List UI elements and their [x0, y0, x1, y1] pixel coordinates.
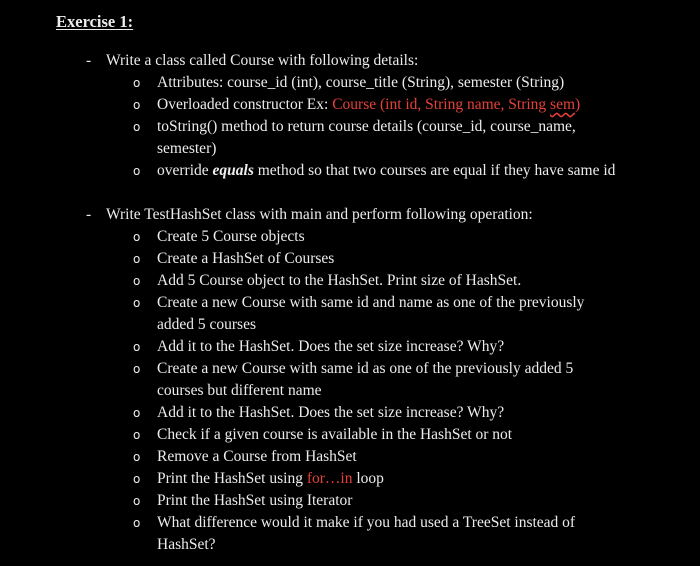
print-suffix: loop — [352, 470, 384, 487]
list-item-text: Create a new Course with same id and name as one of the previously — [157, 294, 585, 311]
bullet-icon: o — [133, 494, 141, 508]
list-item-text: Create 5 Course objects — [157, 228, 305, 245]
list-item-text: Remove a Course from HashSet — [157, 448, 357, 465]
bullet-icon: o — [133, 340, 141, 354]
bullet-icon: o — [133, 164, 141, 178]
list-item-text-continued: semester) — [157, 140, 217, 157]
list-item-text-continued: added 5 courses — [157, 316, 256, 333]
equals-keyword: equals — [212, 162, 254, 179]
section-dash: - — [86, 206, 92, 223]
section-dash: - — [86, 52, 92, 69]
bullet-icon: o — [133, 252, 141, 266]
bullet-icon: o — [133, 296, 141, 310]
print-prefix: Print the HashSet using — [157, 470, 307, 487]
list-item-text: Check if a given course is available in the HashSet or not — [157, 426, 513, 443]
section-lead: Write TestHashSet class with main and perform following operation: — [106, 206, 533, 223]
constructor-signature-text: Course (int id, String name, String — [332, 96, 551, 113]
bullet-icon: o — [133, 516, 141, 530]
list-item-text — [157, 94, 657, 116]
list-item-text-continued: HashSet? — [157, 536, 216, 553]
list-item-text: Create a HashSet of Courses — [157, 250, 335, 267]
bullet-icon: o — [133, 450, 141, 464]
bullet-icon: o — [133, 76, 141, 90]
bullet-icon: o — [133, 230, 141, 244]
bullet-icon: o — [133, 428, 141, 442]
bullet-icon: o — [133, 98, 141, 112]
list-item-text: Create a new Course with same id as one of the previously added 5 — [157, 360, 574, 377]
list-item-text: Print the HashSet using Iterator — [157, 492, 353, 509]
override-suffix: method so that two courses are equal if they have same id — [253, 162, 616, 179]
section-lead: Write a class called Course with following details: — [106, 52, 419, 69]
bullet-icon: o — [133, 362, 141, 376]
constructor-signature — [332, 96, 580, 113]
bullet-icon: o — [133, 120, 141, 134]
list-item-text-continued: courses but different name — [157, 382, 322, 399]
spellcheck-word: sem — [550, 96, 576, 113]
list-item-text: Add it to the HashSet. Does the set size increase? Why? — [157, 404, 505, 421]
exercise-title: Exercise 1: — [56, 12, 134, 31]
list-item-text — [157, 160, 657, 182]
constructor-prefix: Overloaded constructor Ex: — [157, 96, 333, 113]
list-item-text — [157, 468, 657, 490]
bullet-icon: o — [133, 472, 141, 486]
bullet-icon: o — [133, 406, 141, 420]
list-item-text: Add it to the HashSet. Does the set size increase? Why? — [157, 338, 505, 355]
bullet-icon: o — [133, 274, 141, 288]
for-in-keyword: for…in — [306, 470, 353, 487]
list-item-text: Add 5 Course object to the HashSet. Print size of HashSet. — [157, 272, 522, 289]
override-prefix: override — [157, 162, 213, 179]
list-item-text: What difference would it make if you had used a TreeSet instead of — [157, 514, 576, 531]
list-item-text: toString() method to return course details (course_id, course_name, — [157, 118, 576, 135]
constructor-signature-end: ) — [575, 96, 581, 113]
list-item-text: Attributes: course_id (int), course_title (String), semester (String) — [157, 74, 565, 91]
